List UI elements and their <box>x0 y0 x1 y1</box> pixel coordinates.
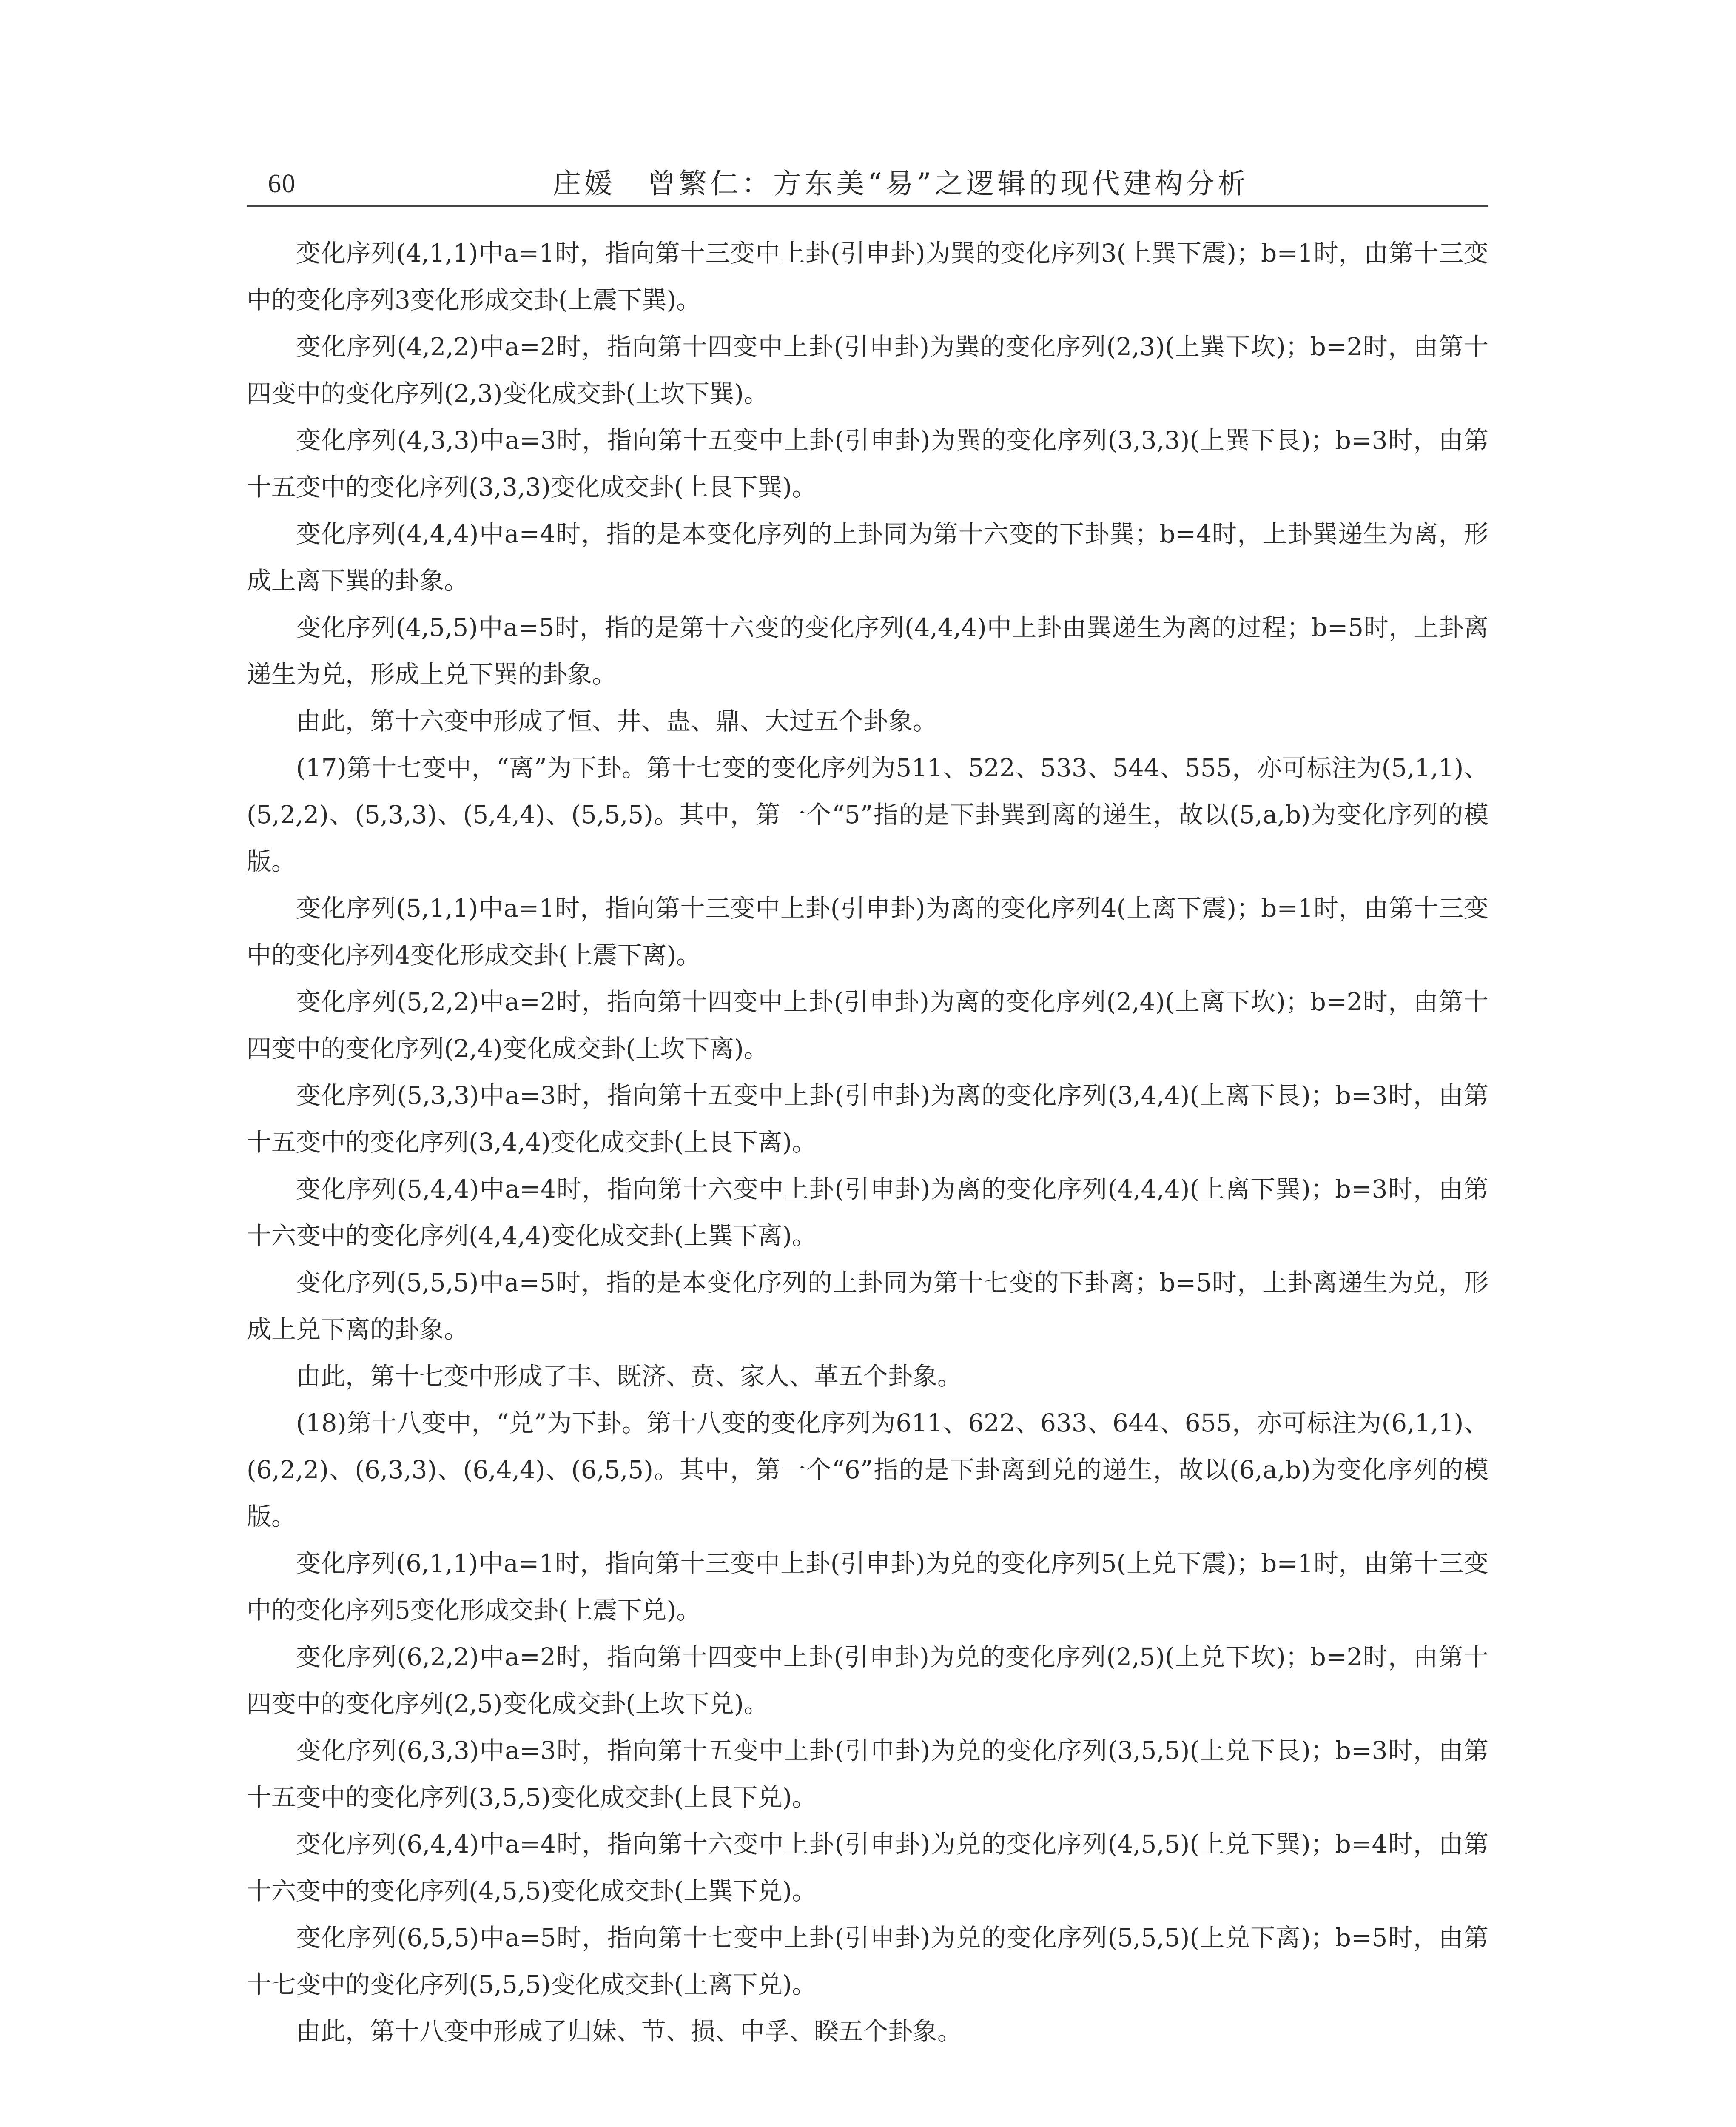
paragraph: 变化序列(4,4,4)中a=4时，指的是本变化序列的上卦同为第十六变的下卦巽；b=4时，上卦巽递生为离，形成上离下巽的卦象。 <box>247 519 1488 595</box>
paragraph: 由此，第十六变中形成了恒、井、蛊、鼎、大过五个卦象。 <box>296 707 938 736</box>
paragraph: 变化序列(6,3,3)中a=3时，指向第十五变中上卦(引申卦)为兑的变化序列(3,5,5)(上兑下艮)；b=3时，由第十五变中的变化序列(3,5,5)变化成交卦(上艮下兑)。 <box>247 1736 1488 1812</box>
paragraph: 变化序列(5,5,5)中a=5时，指的是本变化序列的上卦同为第十七变的下卦离；b=5时，上卦离递生为兑，形成上兑下离的卦象。 <box>247 1268 1488 1344</box>
paragraph: 变化序列(5,2,2)中a=2时，指向第十四变中上卦(引申卦)为离的变化序列(2,4)(上离下坎)；b=2时，由第十四变中的变化序列(2,4)变化成交卦(上坎下离)。 <box>247 987 1488 1063</box>
paragraph: 由此，第十八变中形成了归妹、节、损、中孚、睽五个卦象。 <box>296 2017 962 2046</box>
paragraph: 变化序列(4,3,3)中a=3时，指向第十五变中上卦(引申卦)为巽的变化序列(3,3,3)(上巽下艮)；b=3时，由第十五变中的变化序列(3,3,3)变化成交卦(上艮下巽)。 <box>247 426 1488 502</box>
paragraph: 变化序列(6,5,5)中a=5时，指向第十七变中上卦(引申卦)为兑的变化序列(5,5,5)(上兑下离)；b=5时，由第十七变中的变化序列(5,5,5)变化成交卦(上离下兑)。 <box>247 1923 1488 1999</box>
running-title: 庄媛 曾繁仁：方东美“易”之逻辑的现代建构分析 <box>553 167 1249 200</box>
paragraph: 变化序列(6,2,2)中a=2时，指向第十四变中上卦(引申卦)为兑的变化序列(2,5)(上兑下坎)；b=2时，由第十四变中的变化序列(2,5)变化成交卦(上坎下兑)。 <box>247 1642 1488 1718</box>
paragraph: 变化序列(5,1,1)中a=1时，指向第十三变中上卦(引申卦)为离的变化序列4(上离下震)；b=1时，由第十三变中的变化序列4变化形成交卦(上震下离)。 <box>247 894 1488 969</box>
body-text <box>247 230 1488 2055</box>
page-number: 60 <box>268 169 296 198</box>
running-header <box>247 158 1488 207</box>
paragraph: (17)第十七变中，“离”为下卦。第十七变的变化序列为511、522、533、544、555，亦可标注为(5,1,1)、(5,2,2)、(5,3,3)、(5,4,4)、(5,5,5)。其中，第一个“5”指的是下卦巽到离的递生，故以(5,a,b)为变化序列的模版。 <box>247 753 1488 876</box>
paragraph: 变化序列(5,4,4)中a=4时，指向第十六变中上卦(引申卦)为离的变化序列(4,4,4)(上离下巽)；b=3时，由第十六变中的变化序列(4,4,4)变化成交卦(上巽下离)。 <box>247 1175 1488 1250</box>
paragraph: 变化序列(4,2,2)中a=2时，指向第十四变中上卦(引申卦)为巽的变化序列(2,3)(上巽下坎)；b=2时，由第十四变中的变化序列(2,3)变化成交卦(上坎下巽)。 <box>247 332 1488 408</box>
paragraph: 变化序列(5,3,3)中a=3时，指向第十五变中上卦(引申卦)为离的变化序列(3,4,4)(上离下艮)；b=3时，由第十五变中的变化序列(3,4,4)变化成交卦(上艮下离)。 <box>247 1081 1488 1157</box>
paragraph: 变化序列(6,4,4)中a=4时，指向第十六变中上卦(引申卦)为兑的变化序列(4,5,5)(上兑下巽)；b=4时，由第十六变中的变化序列(4,5,5)变化成交卦(上巽下兑)。 <box>247 1830 1488 1905</box>
paragraph: 变化序列(4,1,1)中a=1时，指向第十三变中上卦(引申卦)为巽的变化序列3(上巽下震)；b=1时，由第十三变中的变化序列3变化形成交卦(上震下巽)。 <box>247 239 1488 314</box>
paragraph: 由此，第十七变中形成了丰、既济、贲、家人、革五个卦象。 <box>296 1362 962 1391</box>
paragraph: 变化序列(6,1,1)中a=1时，指向第十三变中上卦(引申卦)为兑的变化序列5(上兑下震)；b=1时，由第十三变中的变化序列5变化形成交卦(上震下兑)。 <box>247 1549 1488 1625</box>
paragraph: (18)第十八变中，“兑”为下卦。第十八变的变化序列为611、622、633、644、655，亦可标注为(6,1,1)、(6,2,2)、(6,3,3)、(6,4,4)、(6,5,5)。其中，第一个“6”指的是下卦离到兑的递生，故以(6,a,b)为变化序列的模版。 <box>247 1408 1488 1531</box>
paragraph: 变化序列(4,5,5)中a=5时，指的是第十六变的变化序列(4,4,4)中上卦由巽递生为离的过程；b=5时，上卦离递生为兑，形成上兑下巽的卦象。 <box>247 613 1488 689</box>
